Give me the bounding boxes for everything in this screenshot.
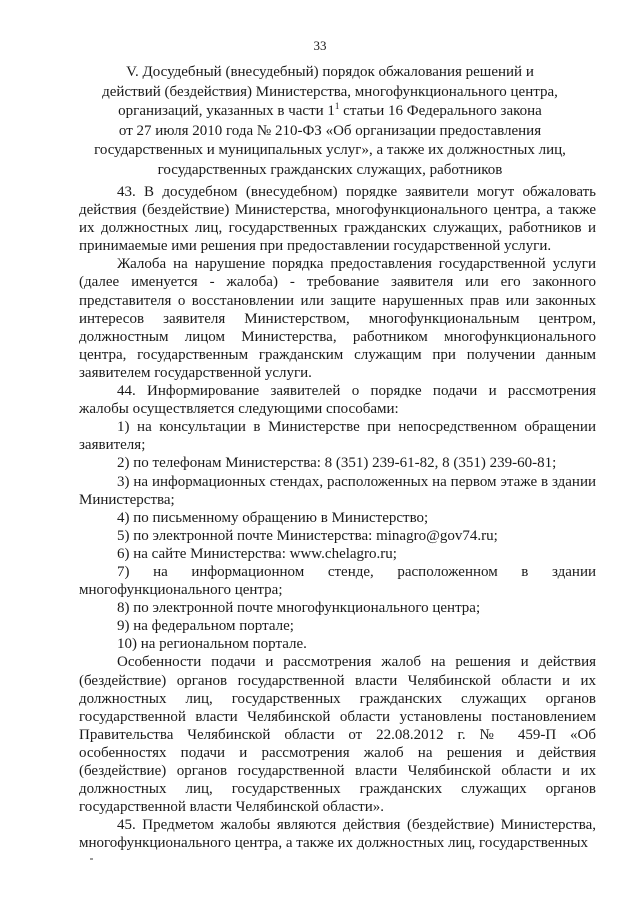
paragraph-44: 44. Информирование заявителей о порядке подачи и рассмотрения жалобы осуществляется следующими способами: <box>79 383 596 418</box>
heading-line-6: государственных гражданских служащих, работников <box>157 161 503 178</box>
list-item-8: 8) по электронной почте многофункционального центра; <box>117 600 481 617</box>
paragraph-43: 43. В досудебном (внесудебном) порядке заявители могут обжаловать действия (бездействие) Министерства, многофункционального центра, а также их должностных лиц, государственных гражданских служащих, работников и принимаемые ими решения при предоставлении государственной услуги. <box>79 184 596 255</box>
heading-line-1: V. Досудебный (внесудебный) порядок обжалования решений и <box>126 64 534 80</box>
page-number: 33 <box>313 38 327 53</box>
list-item-7: 7) на информационном стенде, расположенном в здании многофункционального центра; <box>79 563 596 599</box>
list-item-5: 5) по электронной почте Министерства: minagro@gov74.ru; <box>117 527 498 544</box>
list-item-2: 2) по телефонам Министерства: 8 (351) 239-61-82, 8 (351) 239-60-81; <box>117 455 557 472</box>
scan-mark <box>90 858 93 860</box>
list-item-6: 6) на сайте Министерства: www.chelagro.ru; <box>117 545 397 562</box>
paragraph-45: 45. Предметом жалобы являются действия (бездействие) Министерства, многофункционального центра, а также их должностных лиц, государственных <box>79 817 596 852</box>
body-text <box>79 183 596 852</box>
list-item-9: 9) на федеральном портале; <box>117 618 294 635</box>
list-item-3: 3) на информационных стендах, расположенных на первом этаже в здании Министерства; <box>79 473 596 508</box>
list-item-10: 10) на региональном портале. <box>117 636 307 653</box>
heading-line-3-start: организаций, указанных в части 1 <box>118 103 335 119</box>
heading-line-2: действий (бездействия) Министерства, многофункционального центра, <box>102 83 558 100</box>
heading-line-5: государственных и муниципальных услуг», а также их должностных лиц, <box>94 142 566 158</box>
paragraph-complaint-definition: Жалоба на нарушение порядка предоставления государственной услуги (далее именуется - жалоба) - требование заявителя или его законного представителя о восстановлении или защите нарушенных прав или законных интересов заявителя Министерством, многофункциональным центром, должностным лицом Министерства, работником многофункционального центра, государственным гражданским служащим при получении данным заявителем государственной услуги. <box>79 256 596 381</box>
heading-line-3 <box>80 102 580 122</box>
list-item-4: 4) по письменному обращению в Министерство; <box>117 509 429 526</box>
section-heading <box>80 63 580 180</box>
heading-line-4: от 27 июля 2010 года № 210-ФЗ «Об организации предоставления <box>118 122 542 139</box>
heading-line-3-end: статьи 16 Федерального закона <box>339 103 542 119</box>
list-item-1: 1) на консультации в Министерстве при непосредственном обращении заявителя; <box>79 419 596 454</box>
paragraph-features: Особенности подачи и рассмотрения жалоб на решения и действия (бездействие) органов государственной власти Челябинской области и их должностных лиц, государственных гражданских служащих органов государственной власти Челябинской области установлены постановлением Правительства Челябинской области от 22.08.2012 г. № 459-П «Об особенностях подачи и рассмотрения жалоб на решения и действия (бездействие) органов государственной власти Челябинской области и их должностных лиц, государственных гражданских служащих органов государственной власти Челябинской области». <box>79 654 596 816</box>
heading-superscript: 1 <box>334 101 340 111</box>
